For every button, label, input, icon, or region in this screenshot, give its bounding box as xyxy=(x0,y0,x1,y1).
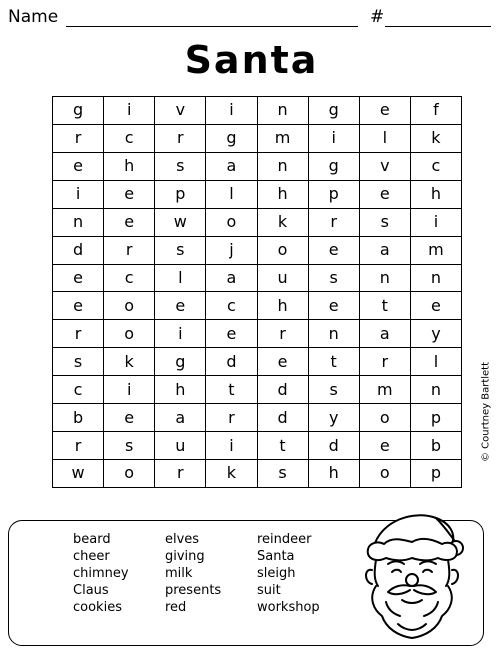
grid-letter[interactable]: s xyxy=(155,236,206,264)
grid-letter[interactable]: k xyxy=(410,124,461,152)
grid-letter[interactable]: c xyxy=(410,152,461,180)
grid-letter[interactable]: j xyxy=(206,236,257,264)
grid-letter[interactable]: f xyxy=(410,97,461,125)
grid-letter[interactable]: g xyxy=(308,152,359,180)
grid-letter[interactable]: e xyxy=(155,292,206,320)
grid-letter[interactable]: n xyxy=(53,208,104,236)
grid-letter[interactable]: c xyxy=(104,124,155,152)
grid-letter[interactable]: h xyxy=(308,459,359,487)
grid-letter[interactable]: r xyxy=(206,404,257,432)
grid-letter[interactable]: k xyxy=(206,459,257,487)
grid-letter[interactable]: v xyxy=(155,97,206,125)
grid-letter[interactable]: i xyxy=(206,97,257,125)
word-bank-item: giving xyxy=(165,549,205,564)
word-column-3 xyxy=(257,531,320,616)
grid-letter[interactable]: n xyxy=(410,376,461,404)
grid-letter[interactable]: n xyxy=(257,97,308,125)
grid-letter[interactable]: b xyxy=(53,404,104,432)
grid-letter[interactable]: i xyxy=(155,320,206,348)
grid-letter[interactable]: g xyxy=(155,348,206,376)
grid-letter[interactable]: n xyxy=(359,264,410,292)
grid-letter[interactable]: m xyxy=(359,376,410,404)
grid-row xyxy=(53,264,462,292)
grid-letter[interactable]: e xyxy=(104,208,155,236)
name-label: Name xyxy=(8,7,59,27)
grid-letter[interactable]: e xyxy=(104,404,155,432)
grid-letter[interactable]: t xyxy=(308,348,359,376)
word-bank-item: suit xyxy=(257,583,281,598)
grid-letter[interactable]: u xyxy=(257,264,308,292)
grid-row xyxy=(53,404,462,432)
word-bank-item: elves xyxy=(165,532,200,547)
grid-letter[interactable]: s xyxy=(257,459,308,487)
grid-letter[interactable]: r xyxy=(257,320,308,348)
grid-letter[interactable]: i xyxy=(104,376,155,404)
grid-row xyxy=(53,236,462,264)
grid-letter[interactable]: e xyxy=(53,292,104,320)
grid-letter[interactable]: e xyxy=(257,348,308,376)
grid-letter[interactable]: y xyxy=(410,320,461,348)
grid-letter[interactable]: n xyxy=(410,264,461,292)
grid-letter[interactable]: e xyxy=(308,236,359,264)
grid-letter[interactable]: w xyxy=(155,208,206,236)
grid-letter[interactable]: y xyxy=(308,404,359,432)
grid-letter[interactable]: l xyxy=(206,180,257,208)
grid-row xyxy=(53,432,462,460)
word-bank-item: chimney xyxy=(73,566,129,581)
word-bank-item: beard xyxy=(73,532,111,547)
grid-letter[interactable]: s xyxy=(308,264,359,292)
grid-letter[interactable]: o xyxy=(104,459,155,487)
grid-letter[interactable]: a xyxy=(359,236,410,264)
grid-letter[interactable]: r xyxy=(359,348,410,376)
grid-row xyxy=(53,208,462,236)
grid-letter[interactable]: g xyxy=(53,97,104,125)
name-row xyxy=(8,6,495,30)
grid-letter[interactable]: a xyxy=(359,320,410,348)
grid-row xyxy=(53,292,462,320)
grid-letter[interactable]: a xyxy=(206,264,257,292)
grid-letter[interactable]: c xyxy=(104,264,155,292)
copyright-text: © Courtney Bartlett xyxy=(480,361,492,463)
grid-letter[interactable]: i xyxy=(410,208,461,236)
word-bank-item: workshop xyxy=(257,600,320,615)
grid-row xyxy=(53,376,462,404)
grid-letter[interactable]: d xyxy=(257,404,308,432)
grid-letter[interactable]: c xyxy=(53,376,104,404)
grid-letter[interactable]: p xyxy=(155,180,206,208)
grid-letter[interactable]: o xyxy=(359,459,410,487)
grid-letter[interactable]: o xyxy=(206,208,257,236)
grid-letter[interactable]: d xyxy=(257,376,308,404)
grid-letter[interactable]: p xyxy=(410,404,461,432)
grid-letter[interactable]: c xyxy=(206,292,257,320)
grid-letter[interactable]: e xyxy=(410,292,461,320)
word-bank-item: Claus xyxy=(73,583,109,598)
number-line[interactable] xyxy=(385,26,491,27)
grid-letter[interactable]: r xyxy=(53,124,104,152)
grid-letter[interactable]: k xyxy=(104,348,155,376)
grid-letter[interactable]: s xyxy=(53,348,104,376)
grid-letter[interactable]: t xyxy=(359,292,410,320)
grid-letter[interactable]: p xyxy=(410,459,461,487)
grid-letter[interactable]: m xyxy=(257,124,308,152)
grid-row xyxy=(53,459,462,487)
grid-letter[interactable]: s xyxy=(155,152,206,180)
grid-letter[interactable]: i xyxy=(308,124,359,152)
number-label: # xyxy=(370,7,385,27)
grid-letter[interactable]: e xyxy=(206,320,257,348)
grid-letter[interactable]: s xyxy=(104,432,155,460)
grid-letter[interactable]: l xyxy=(410,348,461,376)
grid-letter[interactable]: a xyxy=(155,404,206,432)
word-bank-item: sleigh xyxy=(257,566,296,581)
grid-letter[interactable]: g xyxy=(206,124,257,152)
grid-letter[interactable]: o xyxy=(257,236,308,264)
grid-row xyxy=(53,97,462,125)
grid-letter[interactable]: r xyxy=(308,208,359,236)
grid-letter[interactable]: e xyxy=(104,180,155,208)
name-line[interactable] xyxy=(66,26,358,27)
grid-letter[interactable]: t xyxy=(257,432,308,460)
grid-letter[interactable]: d xyxy=(308,432,359,460)
grid-letter[interactable]: o xyxy=(359,404,410,432)
word-bank-item: red xyxy=(165,600,187,615)
grid-letter[interactable]: r xyxy=(53,432,104,460)
grid-letter[interactable]: u xyxy=(155,432,206,460)
grid-letter[interactable]: b xyxy=(410,432,461,460)
grid-letter[interactable]: r xyxy=(155,124,206,152)
grid-letter[interactable]: e xyxy=(359,432,410,460)
grid-letter[interactable]: s xyxy=(359,208,410,236)
grid-letter[interactable]: h xyxy=(257,180,308,208)
grid-row xyxy=(53,180,462,208)
word-bank-item: Santa xyxy=(257,549,295,564)
word-column-1 xyxy=(73,531,129,616)
word-column-2 xyxy=(165,531,221,616)
grid-letter[interactable]: h xyxy=(104,152,155,180)
word-bank-item: cheer xyxy=(73,549,110,564)
grid-letter[interactable]: e xyxy=(359,97,410,125)
grid-letter[interactable]: r xyxy=(53,320,104,348)
word-bank-item: reindeer xyxy=(257,532,312,547)
grid-letter[interactable]: a xyxy=(206,152,257,180)
grid-letter[interactable]: r xyxy=(104,236,155,264)
grid-letter[interactable]: t xyxy=(206,376,257,404)
grid-row xyxy=(53,152,462,180)
grid-letter[interactable]: k xyxy=(257,208,308,236)
grid-row xyxy=(53,320,462,348)
grid-letter[interactable]: h xyxy=(257,292,308,320)
grid-letter[interactable]: w xyxy=(53,459,104,487)
grid-letter[interactable]: s xyxy=(308,376,359,404)
grid-letter[interactable]: i xyxy=(104,97,155,125)
grid-letter[interactable]: e xyxy=(53,152,104,180)
word-bank-item: presents xyxy=(165,583,222,598)
grid-letter[interactable]: m xyxy=(410,236,461,264)
page-title: Santa xyxy=(184,38,319,82)
grid-letter[interactable]: d xyxy=(53,236,104,264)
grid-letter[interactable]: p xyxy=(308,180,359,208)
grid-letter[interactable]: h xyxy=(155,376,206,404)
grid-letter[interactable]: o xyxy=(104,320,155,348)
grid-row xyxy=(53,348,462,376)
grid-letter[interactable]: g xyxy=(308,97,359,125)
grid-letter[interactable]: h xyxy=(410,180,461,208)
grid-letter[interactable]: i xyxy=(206,432,257,460)
grid-letter[interactable]: v xyxy=(359,152,410,180)
grid-letter[interactable]: e xyxy=(308,292,359,320)
grid-letter[interactable]: e xyxy=(359,180,410,208)
grid-letter[interactable]: n xyxy=(257,152,308,180)
santa-face-icon xyxy=(352,506,472,646)
word-search-grid xyxy=(52,96,462,488)
grid-letter[interactable]: l xyxy=(359,124,410,152)
word-bank-item: milk xyxy=(165,566,193,581)
grid-letter[interactable]: r xyxy=(155,459,206,487)
grid-letter[interactable]: i xyxy=(53,180,104,208)
grid-letter[interactable]: e xyxy=(53,264,104,292)
grid-letter[interactable]: n xyxy=(308,320,359,348)
word-bank-item: cookies xyxy=(73,600,122,615)
grid-letter[interactable]: d xyxy=(206,348,257,376)
grid-letter[interactable]: l xyxy=(155,264,206,292)
grid-row xyxy=(53,124,462,152)
grid-letter[interactable]: o xyxy=(104,292,155,320)
